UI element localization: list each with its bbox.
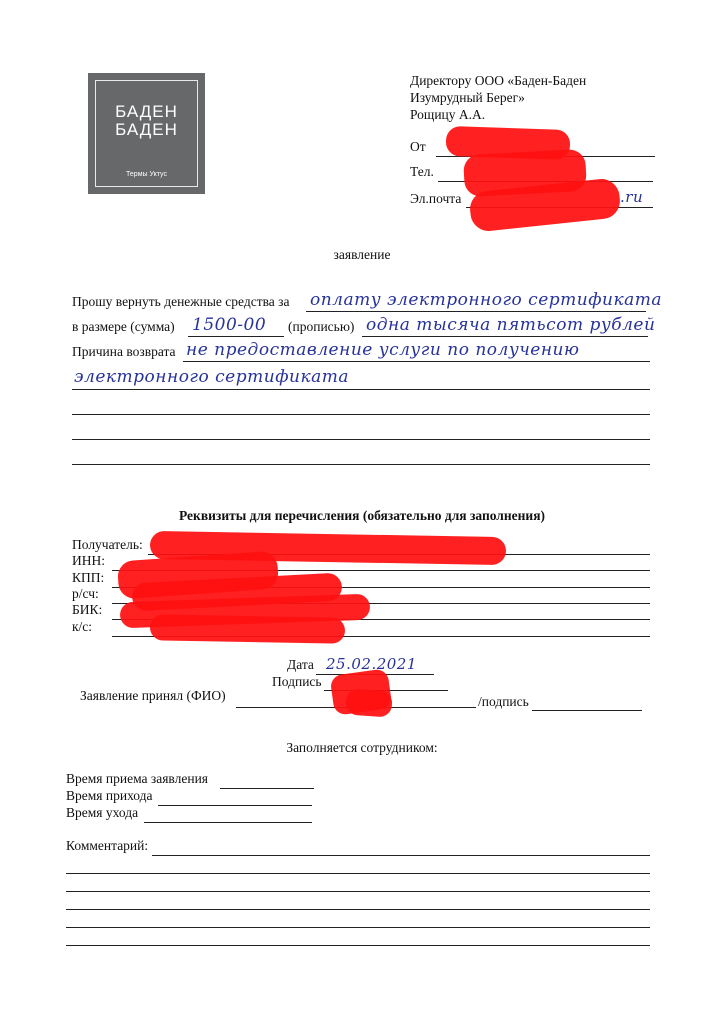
logo-line-1: БАДЕН — [115, 102, 178, 121]
requisites-heading: Реквизиты для перечисления (обязательно для заполнения) — [178, 508, 546, 523]
corr-account-label: к/с: — [72, 619, 93, 634]
addressee-line-1: Директору ООО «Баден-Баден — [410, 73, 587, 88]
comment-line-1 — [152, 855, 650, 856]
amount-line — [188, 336, 284, 337]
receipt-time-label: Время приема заявления — [66, 771, 209, 786]
phone-label: Тел. — [410, 164, 434, 179]
logo-line-2: БАДЕН — [115, 120, 178, 139]
signature-suffix-label: /подпись — [478, 694, 529, 709]
reason-line-2 — [72, 389, 650, 390]
arrival-time-line — [158, 805, 312, 806]
addressee-line-2: Изумрудный Берег» — [410, 90, 525, 105]
document-heading: заявление — [333, 247, 391, 262]
baden-baden-logo — [88, 73, 205, 194]
departure-time-label: Время ухода — [66, 805, 139, 820]
receipt-time-line — [220, 788, 314, 789]
recipient-label: Получатель: — [72, 537, 143, 552]
reason-line-5 — [72, 464, 650, 465]
amount-words-label: (прописью) — [288, 319, 355, 334]
date-label: Дата — [287, 657, 314, 672]
comment-line-3 — [66, 891, 650, 892]
amount-label: в размере (сумма) — [72, 319, 175, 334]
accepted-by-label: Заявление принял (ФИО) — [80, 688, 226, 703]
amount-handwritten: 1500-00 — [192, 315, 267, 335]
email-handwritten-tail: .ru — [620, 188, 644, 206]
staff-section-heading: Заполняется сотрудником: — [286, 740, 438, 755]
reason-line-4 — [72, 439, 650, 440]
reason-handwritten-2: электронного сертификата — [74, 367, 349, 387]
bik-label: БИК: — [72, 602, 103, 617]
date-handwritten: 25.02.2021 — [326, 655, 417, 673]
comment-line-6 — [66, 945, 650, 946]
account-label: р/сч: — [72, 586, 99, 601]
accepted-signature-line — [532, 710, 642, 711]
comment-line-2 — [66, 873, 650, 874]
purpose-line — [306, 311, 646, 312]
purpose-handwritten: оплату электронного сертификата — [310, 290, 663, 310]
amount-words-line — [362, 336, 648, 337]
redaction-signature-tail — [345, 688, 393, 717]
arrival-time-label: Время прихода — [66, 788, 153, 803]
reason-handwritten-1: не предоставление услуги по получению — [186, 340, 580, 360]
comment-line-5 — [66, 927, 650, 928]
redaction-corr-account — [150, 614, 345, 643]
departure-time-line — [144, 822, 312, 823]
comment-line-4 — [66, 909, 650, 910]
reason-label: Причина возврата — [72, 344, 176, 359]
signature-label: Подпись — [272, 674, 322, 689]
addressee-line-3: Рощицу А.А. — [410, 107, 486, 122]
kpp-label: КПП: — [72, 570, 105, 585]
reason-line-3 — [72, 414, 650, 415]
logo-wordmark — [88, 103, 205, 139]
logo-subtitle: Термы Уктус — [126, 171, 167, 178]
from-label: От — [410, 139, 426, 154]
reason-line-1 — [183, 361, 650, 362]
email-label: Эл.почта — [410, 191, 462, 206]
comment-label: Комментарий: — [66, 838, 149, 853]
return-request-label: Прошу вернуть денежные средства за — [72, 294, 290, 309]
amount-words-handwritten: одна тысяча пятьсот рублей — [366, 315, 656, 335]
inn-label: ИНН: — [72, 553, 105, 568]
